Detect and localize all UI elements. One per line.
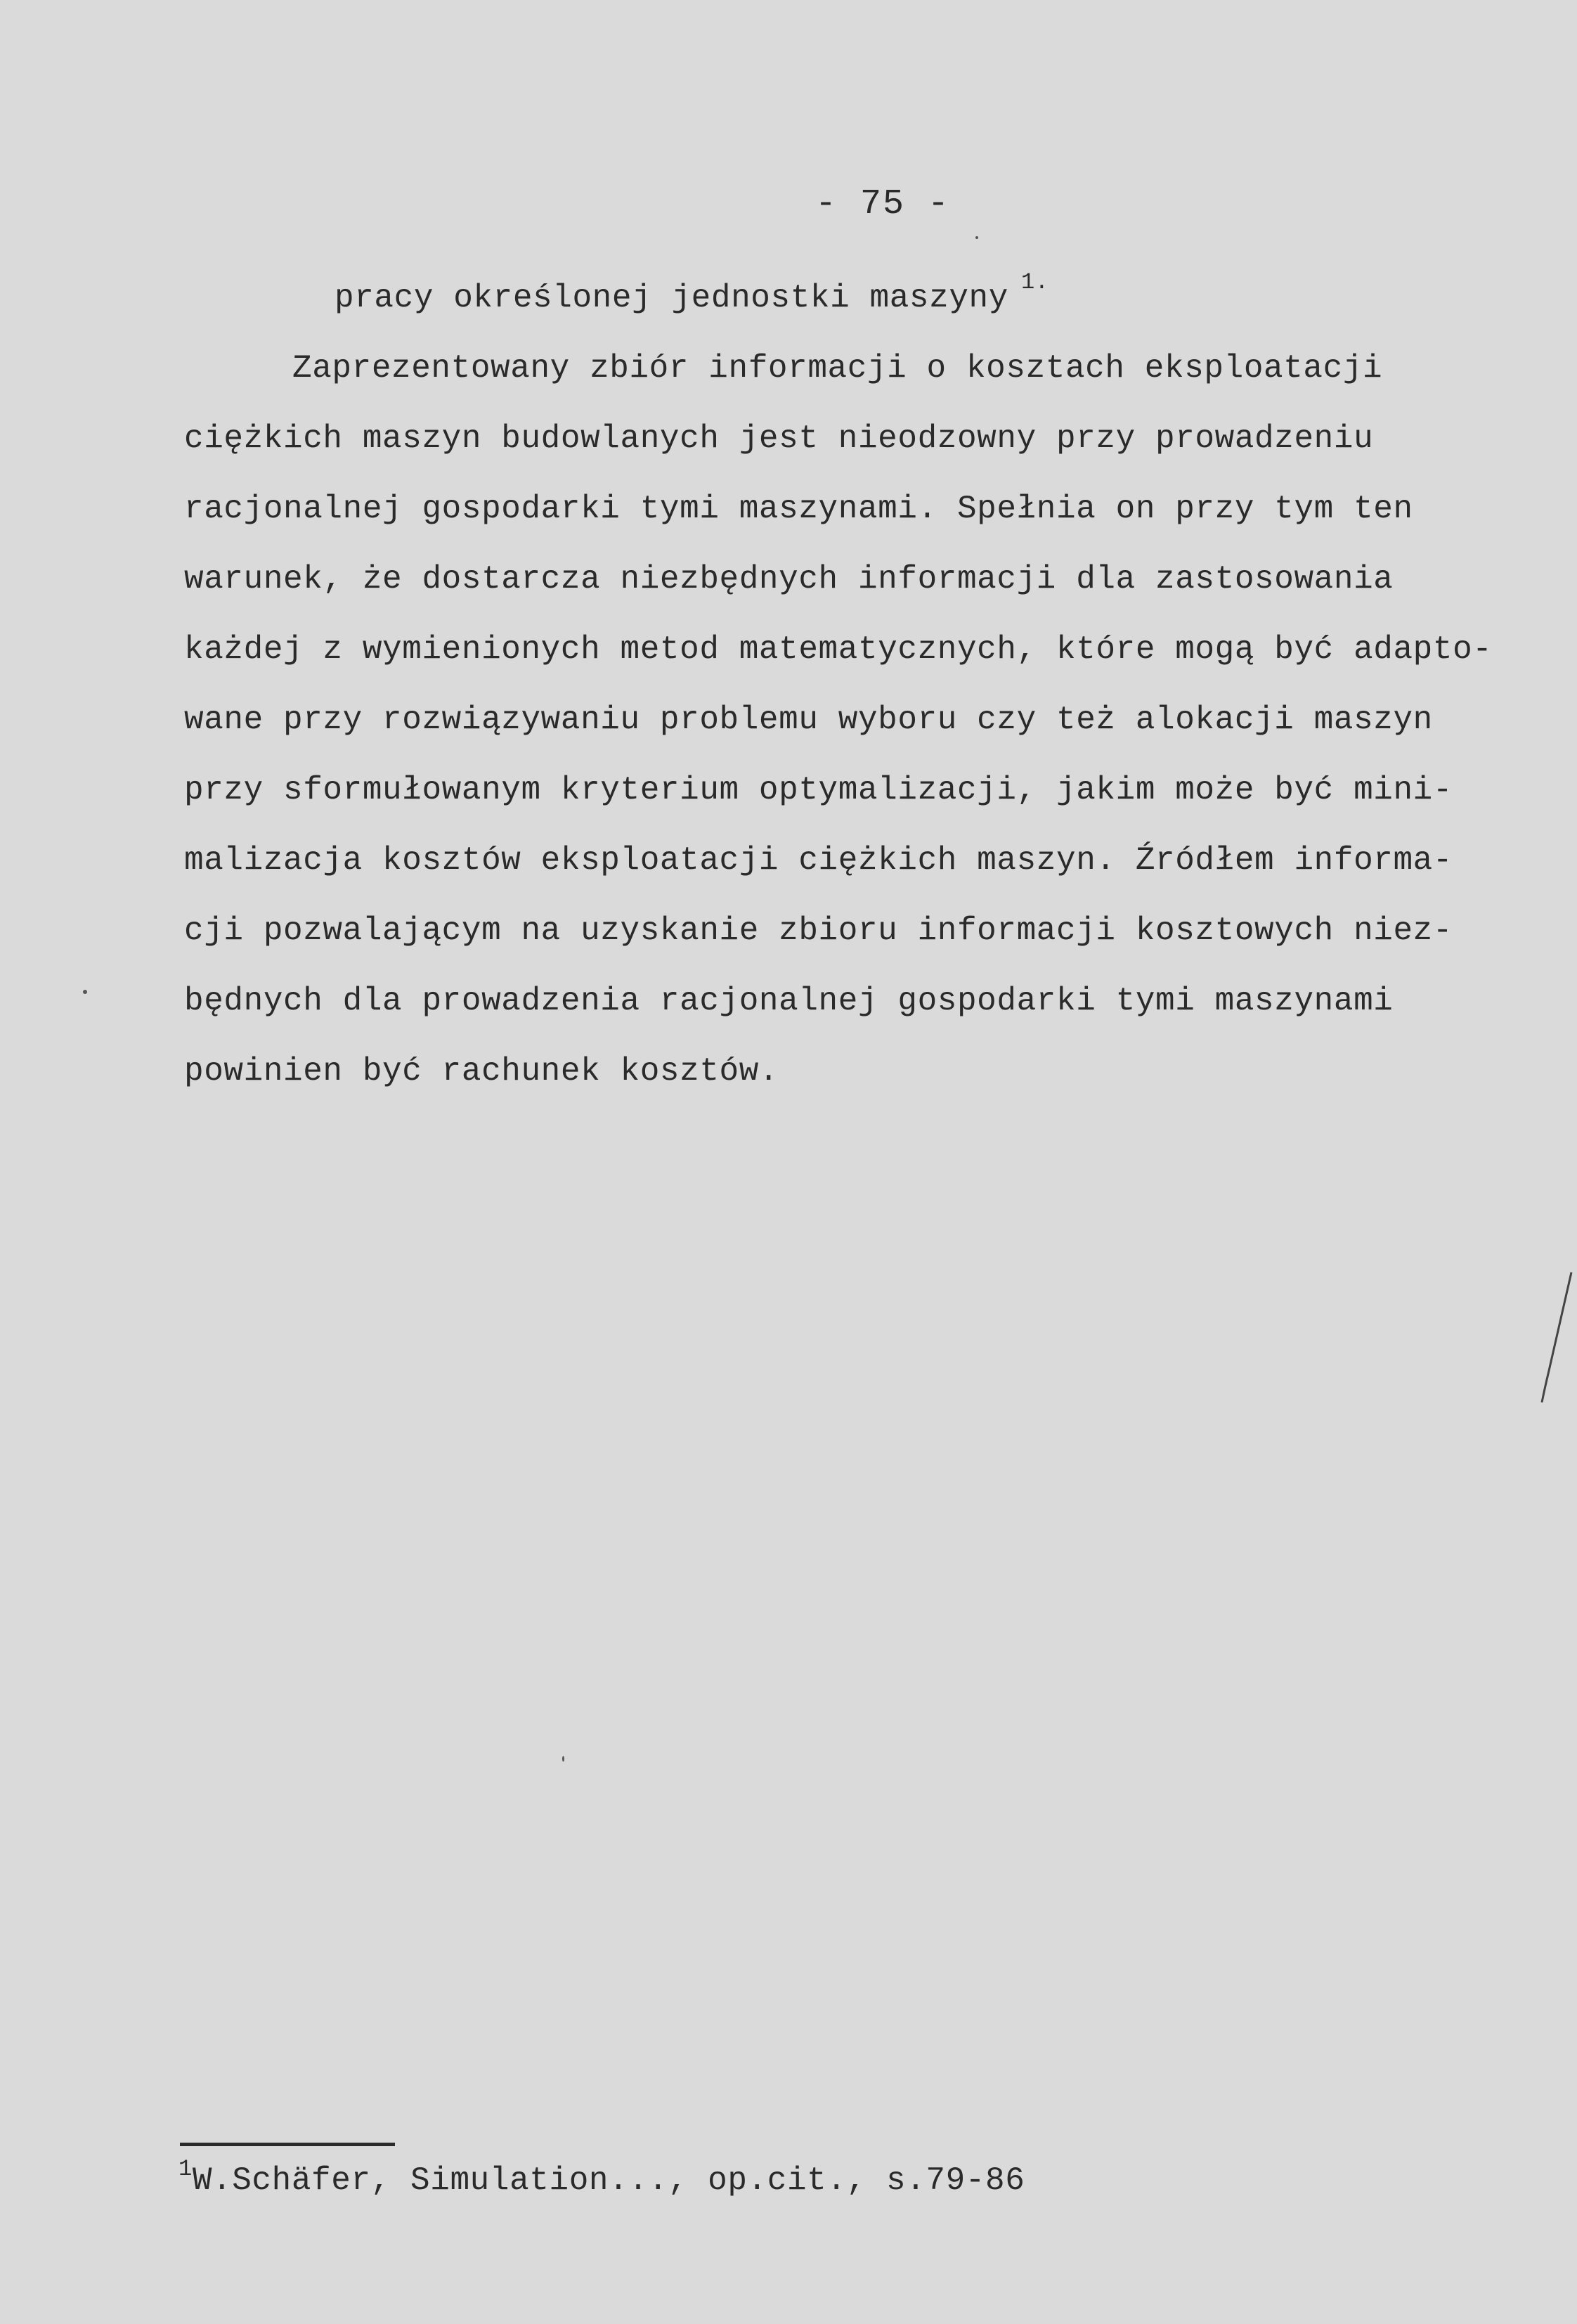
text-line-10: cji pozwalającym na uzyskanie zbioru informacji kosztowych niez- (184, 912, 1453, 949)
footnote-separator (180, 2143, 395, 2146)
footnote-marker: 1 (179, 2156, 193, 2182)
text-line-1 (335, 269, 1049, 316)
scan-speck (562, 1756, 564, 1762)
text-line-12: powinien być rachunek kosztów. (184, 1053, 779, 1090)
page-number: - 75 - (815, 184, 951, 224)
footnote (179, 2156, 1025, 2199)
text-line-8: przy sformułowanym kryterium optymalizacji, jakim może być mini- (184, 772, 1453, 808)
margin-pencil-mark (1535, 1265, 1577, 1406)
text-line-2: Zaprezentowany zbiór informacji o kosztach eksploatacji (292, 350, 1383, 387)
text-line-3: ciężkich maszyn budowlanych jest nieodzowny przy prowadzeniu (184, 420, 1374, 457)
scan-speck (83, 990, 87, 994)
text-line-11: będnych dla prowadzenia racjonalnej gospodarki tymi maszynami (184, 983, 1394, 1019)
text-line-6: każdej z wymienionych metod matematycznych, które mogą być adapto- (184, 631, 1493, 668)
text-line-7: wane przy rozwiązywaniu problemu wyboru czy też alokacji maszyn (184, 702, 1433, 738)
text-line-5: warunek, że dostarcza niezbędnych informacji dla zastosowania (184, 561, 1394, 598)
footnote-reference: 1. (1020, 269, 1049, 295)
footnote-text: W.Schäfer, Simulation..., op.cit., s.79-86 (192, 2162, 1025, 2199)
scan-speck (975, 236, 978, 239)
text-line-1-content: pracy określonej jednostki maszyny (335, 280, 1008, 316)
text-line-9: malizacja kosztów eksploatacji ciężkich maszyn. Źródłem informa- (184, 842, 1453, 879)
text-line-4: racjonalnej gospodarki tymi maszynami. Spełnia on przy tym ten (184, 491, 1413, 527)
